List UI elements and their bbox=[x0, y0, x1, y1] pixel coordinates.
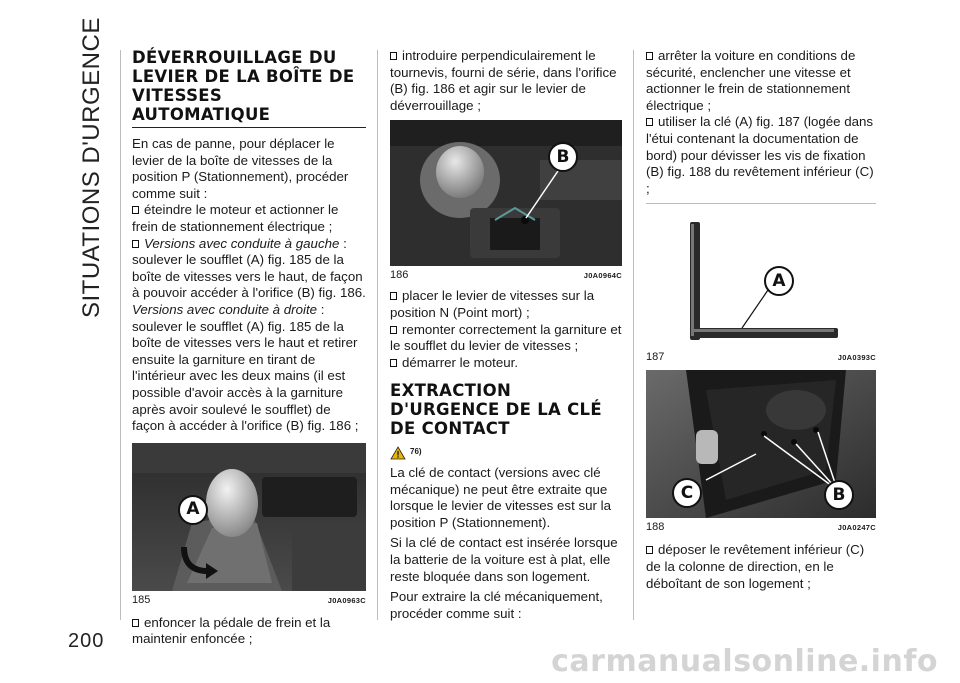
figure-187 bbox=[646, 208, 876, 364]
figure-code: J0A0247C bbox=[837, 523, 876, 533]
heading-gear-unlock: DÉVERROUILLAGE DU LEVIER DE LA BOÎTE DE VITESSES AUTOMATIQUE bbox=[132, 48, 366, 128]
figure-number: 186 bbox=[390, 269, 409, 282]
figure-185 bbox=[132, 443, 366, 607]
bullet-item: déposer le revêtement inférieur (C) de la colonne de direction, en le déboîtant de son logement ; bbox=[646, 542, 865, 591]
figure-number: 188 bbox=[646, 521, 665, 534]
figure-code: J0A0964C bbox=[583, 271, 622, 281]
figure-caption bbox=[390, 269, 622, 282]
bullet-square-icon bbox=[390, 292, 397, 300]
column-2 bbox=[390, 48, 622, 622]
shifter-photo bbox=[390, 120, 622, 266]
bullet-item: utiliser la clé (A) fig. 187 (logée dans l'étui contenant la documentation de bord) pour dévisser les vis de fixation (B) fig. 188 du revêtement inférieur (C) ; bbox=[646, 114, 874, 196]
bullet-item: enfoncer la pédale de frein et la maintenir enfoncée ; bbox=[132, 614, 331, 647]
column-divider-1 bbox=[377, 50, 378, 620]
column-1 bbox=[132, 48, 366, 648]
margin-divider bbox=[120, 50, 121, 620]
bullet-item: placer le levier de vitesses sur la position N (Point mort) ; bbox=[390, 288, 595, 320]
figure-number: 187 bbox=[646, 351, 665, 364]
bullet-item: arrêter la voiture en conditions de sécurité, enclencher une vitesse et actionner le frein de stationnement électrique ; bbox=[646, 48, 856, 113]
figure-caption bbox=[646, 521, 876, 534]
bullet-square-icon bbox=[132, 206, 139, 214]
column-3 bbox=[646, 48, 876, 592]
figure-188 bbox=[646, 370, 876, 534]
bullet-square-icon bbox=[646, 52, 653, 60]
bullet-square-icon bbox=[390, 359, 397, 367]
figure-caption bbox=[646, 351, 876, 364]
bullet-item: remonter correctement la garniture et le soufflet du levier de vitesses ; bbox=[390, 321, 622, 354]
bullet-square-icon bbox=[646, 546, 653, 554]
intro-text: En cas de panne, pour déplacer le levier de la boîte de vitesses de la position P (Stationnement), procéder comme suit : bbox=[132, 136, 349, 201]
section-title-vertical bbox=[70, 17, 110, 320]
section-title: SITUATIONS D'URGENCE bbox=[78, 17, 105, 318]
paragraph: Pour extraire la clé mécaniquement, procéder comme suit : bbox=[390, 589, 603, 621]
warning-triangle-icon bbox=[390, 446, 406, 460]
callout-b: B bbox=[824, 480, 854, 510]
figure-caption bbox=[132, 594, 366, 607]
figure-186 bbox=[390, 120, 622, 282]
paragraph: La clé de contact (versions avec clé mécanique) ne peut être extraite que lorsque le levier de vitesses est sur la position P (Stationnement). bbox=[390, 464, 611, 530]
bullet-item: Versions avec conduite à gauche : soulever le soufflet (A) fig. 185 de la boîte de vitesses vers le haut, de façon à pouvoir accéder à l'orifice (B) fig. 186. bbox=[132, 235, 366, 301]
callout-a: A bbox=[764, 266, 794, 296]
hex-key-icon bbox=[646, 208, 876, 348]
figure-code: J0A0963C bbox=[327, 595, 366, 605]
callout-b: B bbox=[548, 142, 578, 172]
watermark-text: carmanualsonline.info bbox=[551, 644, 938, 679]
bullet-square-icon bbox=[390, 52, 397, 60]
hex-key-illustration bbox=[646, 208, 876, 348]
heading-key-extraction: EXTRACTION D'URGENCE DE LA CLÉ DE CONTACT bbox=[390, 381, 602, 439]
figure-divider bbox=[646, 203, 876, 204]
warning-reference: 76) bbox=[390, 444, 622, 461]
callout-a: A bbox=[178, 495, 208, 525]
figure-number: 185 bbox=[132, 593, 151, 606]
bullet-square-icon bbox=[390, 326, 397, 334]
page-number: 200 bbox=[68, 630, 105, 652]
paragraph: Si la clé de contact est insérée lorsque la batterie de la voiture est à plat, elle reste bloquée dans son logement. bbox=[390, 535, 618, 584]
steering-column-photo bbox=[646, 370, 876, 518]
bullet-item: éteindre le moteur et actionner le frein de stationnement électrique ; bbox=[132, 202, 339, 234]
bullet-item: introduire perpendiculairement le tournevis, fourni de série, dans l'orifice (B) fig. 186 et agir sur le levier de déverrouillage ; bbox=[390, 48, 617, 113]
column-divider-2 bbox=[633, 50, 634, 620]
bullet-square-icon bbox=[132, 240, 139, 248]
bullet-square-icon bbox=[132, 619, 139, 627]
gear-boot-photo bbox=[132, 443, 366, 591]
callout-c: C bbox=[672, 478, 702, 508]
right-drive-text: Versions avec conduite à droite : soulever le soufflet (A) fig. 185 de la boîte de vitesses vers le haut et retirer ensuite la garniture en tirant de l'intérieur avec les deux mains (il est possible d'avoir accès à la garniture après avoir soulevé le soufflet) de façon à accéder à l'orifice (B) fig. 186 ; bbox=[132, 301, 359, 434]
figure-code: J0A0393C bbox=[837, 353, 876, 363]
bullet-item: démarrer le moteur. bbox=[390, 355, 622, 372]
bullet-square-icon bbox=[646, 118, 653, 126]
